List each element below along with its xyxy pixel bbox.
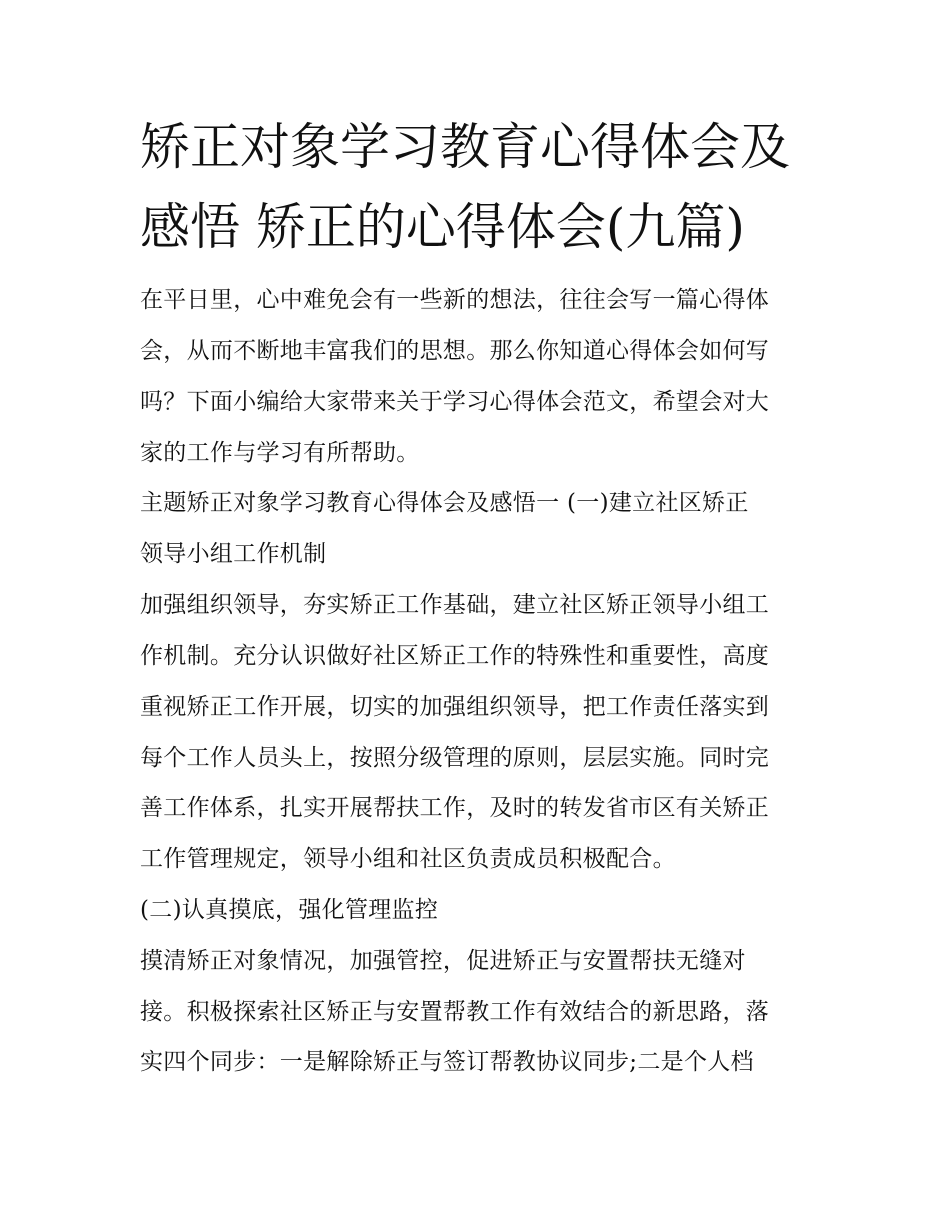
- body-line-3: 吗？下面小编给大家带来关于学习心得体会范文，希望会对大: [140, 389, 770, 415]
- document-title-line-1: 矫正对象学习教育心得体会及: [140, 118, 790, 176]
- body-line-2: 会，从而不断地丰富我们的思想。那么你知道心得体会如何写: [140, 338, 770, 364]
- document-title-line-2: 感悟 矫正的心得体会(九篇): [140, 198, 745, 256]
- body-line-11: 善工作体系，扎实开展帮扶工作，及时的转发省市区有关矫正: [140, 795, 770, 821]
- body-line-14: 摸清矫正对象情况，加强管控，促进矫正与安置帮扶无缝对: [140, 948, 746, 974]
- body-line-13: (二)认真摸底，强化管理监控: [140, 897, 439, 923]
- body-line-9: 重视矫正工作开展，切实的加强组织领导，把工作责任落实到: [140, 694, 770, 720]
- body-line-1: 在平日里，心中难免会有一些新的想法，往往会写一篇心得体: [140, 287, 770, 313]
- body-line-6: 领导小组工作机制: [140, 541, 327, 567]
- body-line-4: 家的工作与学习有所帮助。: [140, 440, 420, 466]
- body-line-7: 加强组织领导，夯实矫正工作基础，建立社区矫正领导小组工: [140, 592, 770, 618]
- body-line-12: 工作管理规定，领导小组和社区负责成员积极配合。: [140, 846, 676, 872]
- body-line-8: 作机制。充分认识做好社区矫正工作的特殊性和重要性，高度: [140, 643, 770, 669]
- body-line-15: 接。积极探索社区矫正与安置帮教工作有效结合的新思路，落: [140, 999, 770, 1025]
- body-line-5: 主题矫正对象学习教育心得体会及感悟一 (一)建立社区矫正: [140, 490, 749, 516]
- body-line-10: 每个工作人员头上，按照分级管理的原则，层层实施。同时完: [140, 745, 770, 771]
- body-line-16: 实四个同步：一是解除矫正与签订帮教协议同步;二是个人档: [140, 1049, 754, 1075]
